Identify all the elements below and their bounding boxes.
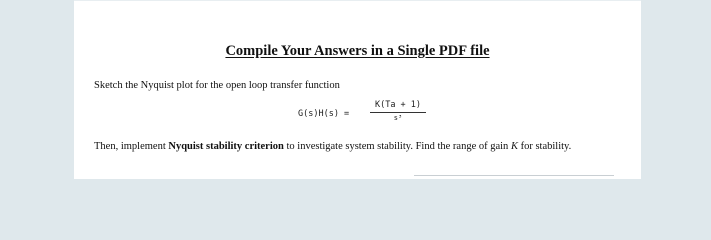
instruction-part2: to investigate system stability. Find the range of gain: [283, 141, 511, 152]
instruction-bold-term: Nyquist stability criterion: [168, 141, 284, 152]
question-instruction: [94, 141, 614, 153]
page-heading: [74, 43, 641, 60]
heading-text: Compile Your Answers in a Single PDF file: [225, 43, 490, 59]
equation-numerator: K(Ta + 1): [374, 100, 422, 110]
equation-denominator: s³: [393, 114, 403, 122]
bottom-divider: [414, 175, 614, 176]
instruction-part3: for stability.: [517, 141, 572, 152]
fraction-bar: [370, 112, 426, 113]
equation-fraction: [370, 100, 426, 123]
question-prompt: Sketch the Nyquist plot for the open loop transfer function: [94, 80, 340, 91]
instruction-part1: Then, implement: [94, 141, 169, 152]
instruction-gain-symbol: K: [510, 141, 518, 152]
page-top-edge: [74, 0, 641, 1]
equation-lhs: G(s)H(s) =: [298, 109, 350, 119]
document-page: [74, 0, 641, 179]
